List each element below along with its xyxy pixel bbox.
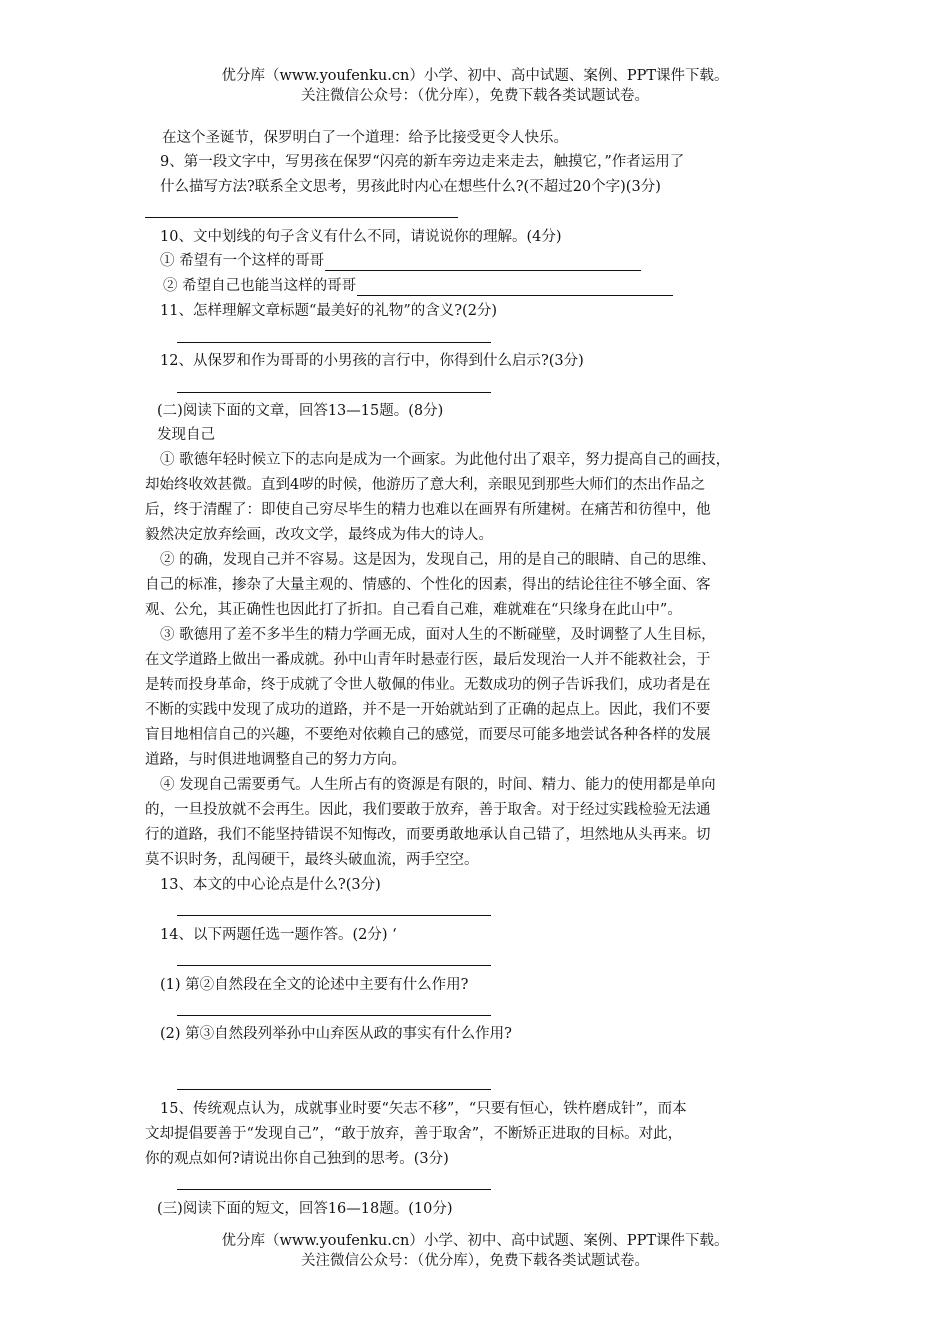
- article-p1-line-3: 后，终于清醒了：即使自己穷尽毕生的精力也难以在画界有所建树。在痛苦和彷徨中，他: [145, 502, 711, 518]
- article-p1-line-4: 毅然决定放弃绘画，改攻文学，最终成为伟大的诗人。: [145, 527, 493, 543]
- header-line-2: 关注微信公众号：（优分库），免费下载各类试题试卷。: [301, 88, 649, 104]
- page-footer: [0, 1231, 950, 1271]
- answer-line-q10-1[interactable]: [325, 255, 641, 271]
- article-p3-line-2: 在文学道路上做出一番成就。孙中山青年时悬壶行医，最后发现治一人并不能救社会，于: [145, 652, 711, 668]
- page-header: [0, 66, 950, 106]
- question-15-line-3: 你的观点如何?请说出你自己独到的思考。(3分): [145, 1151, 449, 1167]
- question-9-line-1: 9、第一段文字中，写男孩在保罗“闪亮的新车旁边走来走去，触摸它，”作者运用了: [160, 154, 685, 170]
- question-14-option-2: (2) 第③自然段列举孙中山弃医从政的事实有什么作用?: [160, 1026, 512, 1042]
- article-p3-line-6: 道路，与时俱进地调整自己的努力方向。: [145, 752, 406, 768]
- question-10-item-1-text: ① 希望有一个这样的哥哥: [160, 253, 325, 269]
- article-p3-line-1: ③ 歌德用了差不多半生的精力学画无成，面对人生的不断碰壁，及时调整了人生目标，: [160, 627, 716, 643]
- article-p4-line-4: 莫不识时务，乱闯硬干，最终头破血流，两手空空。: [145, 852, 479, 868]
- question-10-item-1: [160, 251, 641, 271]
- question-12: 12、从保罗和作为哥哥的小男孩的言行中，你得到什么启示?(3分): [160, 353, 584, 369]
- article-p1-line-1: ① 歌德年轻时候立下的志向是成为一个画家。为此他付出了艰辛，努力提高自己的画技，: [160, 452, 731, 468]
- answer-line-q14-b[interactable]: [177, 1015, 491, 1016]
- article-p4-line-3: 行的道路，我们不能坚持错误不知悔改，而要勇敢地承认自己错了，坦然地从头再来。切: [145, 827, 711, 843]
- answer-line-q12[interactable]: [177, 392, 491, 393]
- question-10-item-2: [163, 276, 673, 296]
- section-2-intro: (二)阅读下面的文章，回答13—15题。(8分): [157, 403, 444, 419]
- answer-line-q14-a[interactable]: [177, 965, 491, 966]
- article-p2-line-2: 自己的标准，掺杂了大量主观的、情感的、个性化的因素，得出的结论往往不够全面、客: [145, 577, 711, 593]
- article-p4-line-2: 的，一旦投放就不会再生。因此，我们要敢于放弃，善于取舍。对于经过实践检验无法通: [145, 802, 711, 818]
- section-3-intro: (三)阅读下面的短文，回答16—18题。(10分): [157, 1201, 453, 1217]
- answer-line-q14-c[interactable]: [177, 1089, 491, 1090]
- question-13: 13、本文的中心论点是什么?(3分): [160, 877, 381, 893]
- answer-line-q13[interactable]: [177, 915, 491, 916]
- answer-line-q11[interactable]: [177, 342, 491, 343]
- question-10-item-2-text: ② 希望自己也能当这样的哥哥: [163, 278, 357, 294]
- passage-last-line: 在这个圣诞节，保罗明白了一个道理：给予比接受更令人快乐。: [162, 130, 568, 146]
- footer-line-1: 优分库（www.youfenku.cn）小学、初中、高中试题、案例、PPT课件下载。: [221, 1233, 729, 1249]
- article-p2-line-1: ② 的确，发现自己并不容易。这是因为，发现自己，用的是自己的眼睛、自己的思维、: [160, 552, 716, 568]
- article-p1-line-2: 却始终收效甚微。直到4哕的时候，他游历了意大利，亲眼见到那些大师们的杰出作品之: [145, 477, 706, 493]
- header-line-1: 优分库（www.youfenku.cn）小学、初中、高中试题、案例、PPT课件下载。: [221, 68, 729, 84]
- footer-line-2: 关注微信公众号：（优分库），免费下载各类试题试卷。: [301, 1253, 649, 1269]
- question-15-line-1: 15、传统观点认为，成就事业时要“矢志不移”，“只要有恒心，铁杵磨成针”，而本: [160, 1101, 687, 1117]
- question-15-line-2: 文却提倡要善于“发现自己”，“敢于放弃，善于取舍”，不断矫正进取的目标。对此，: [145, 1126, 683, 1142]
- article-p4-line-1: ④ 发现自己需要勇气。人生所占有的资源是有限的，时间、精力、能力的使用都是单向: [160, 777, 716, 793]
- question-14-option-1: (1) 第②自然段在全文的论述中主要有什么作用?: [160, 977, 469, 993]
- answer-line-q15[interactable]: [177, 1189, 491, 1190]
- question-9-line-2: 什么描写方法?联系全文思考，男孩此时内心在想些什么?(不超过20个字)(3分): [160, 179, 661, 195]
- question-11: 11、怎样理解文章标题“最美好的礼物”的含义?(2分): [160, 303, 498, 319]
- article-p2-line-3: 观、公允，其正确性也因此打了折扣。自己看自己难，难就难在“只缘身在此山中”。: [145, 602, 682, 618]
- article-p3-line-5: 盲目地相信自己的兴趣，不要绝对依赖自己的感觉，而要尽可能多地尝试各种各样的发展: [145, 727, 711, 743]
- article-p3-line-4: 不断的实践中发现了成功的道路，并不是一开始就站到了正确的起点上。因此，我们不要: [145, 702, 711, 718]
- article-title: 发现自己: [157, 427, 215, 443]
- question-10-stem: 10、文中划线的句子含义有什么不同，请说说你的理解。(4分): [160, 229, 562, 245]
- answer-line-q10-2[interactable]: [357, 280, 673, 296]
- article-p3-line-3: 是转而投身革命，终于成就了令世人敬佩的伟业。无数成功的例子告诉我们，成功者是在: [145, 677, 711, 693]
- answer-line-q9[interactable]: [145, 217, 458, 218]
- question-14-stem: 14、以下两题任选一题作答。(2分) ‘: [160, 927, 397, 943]
